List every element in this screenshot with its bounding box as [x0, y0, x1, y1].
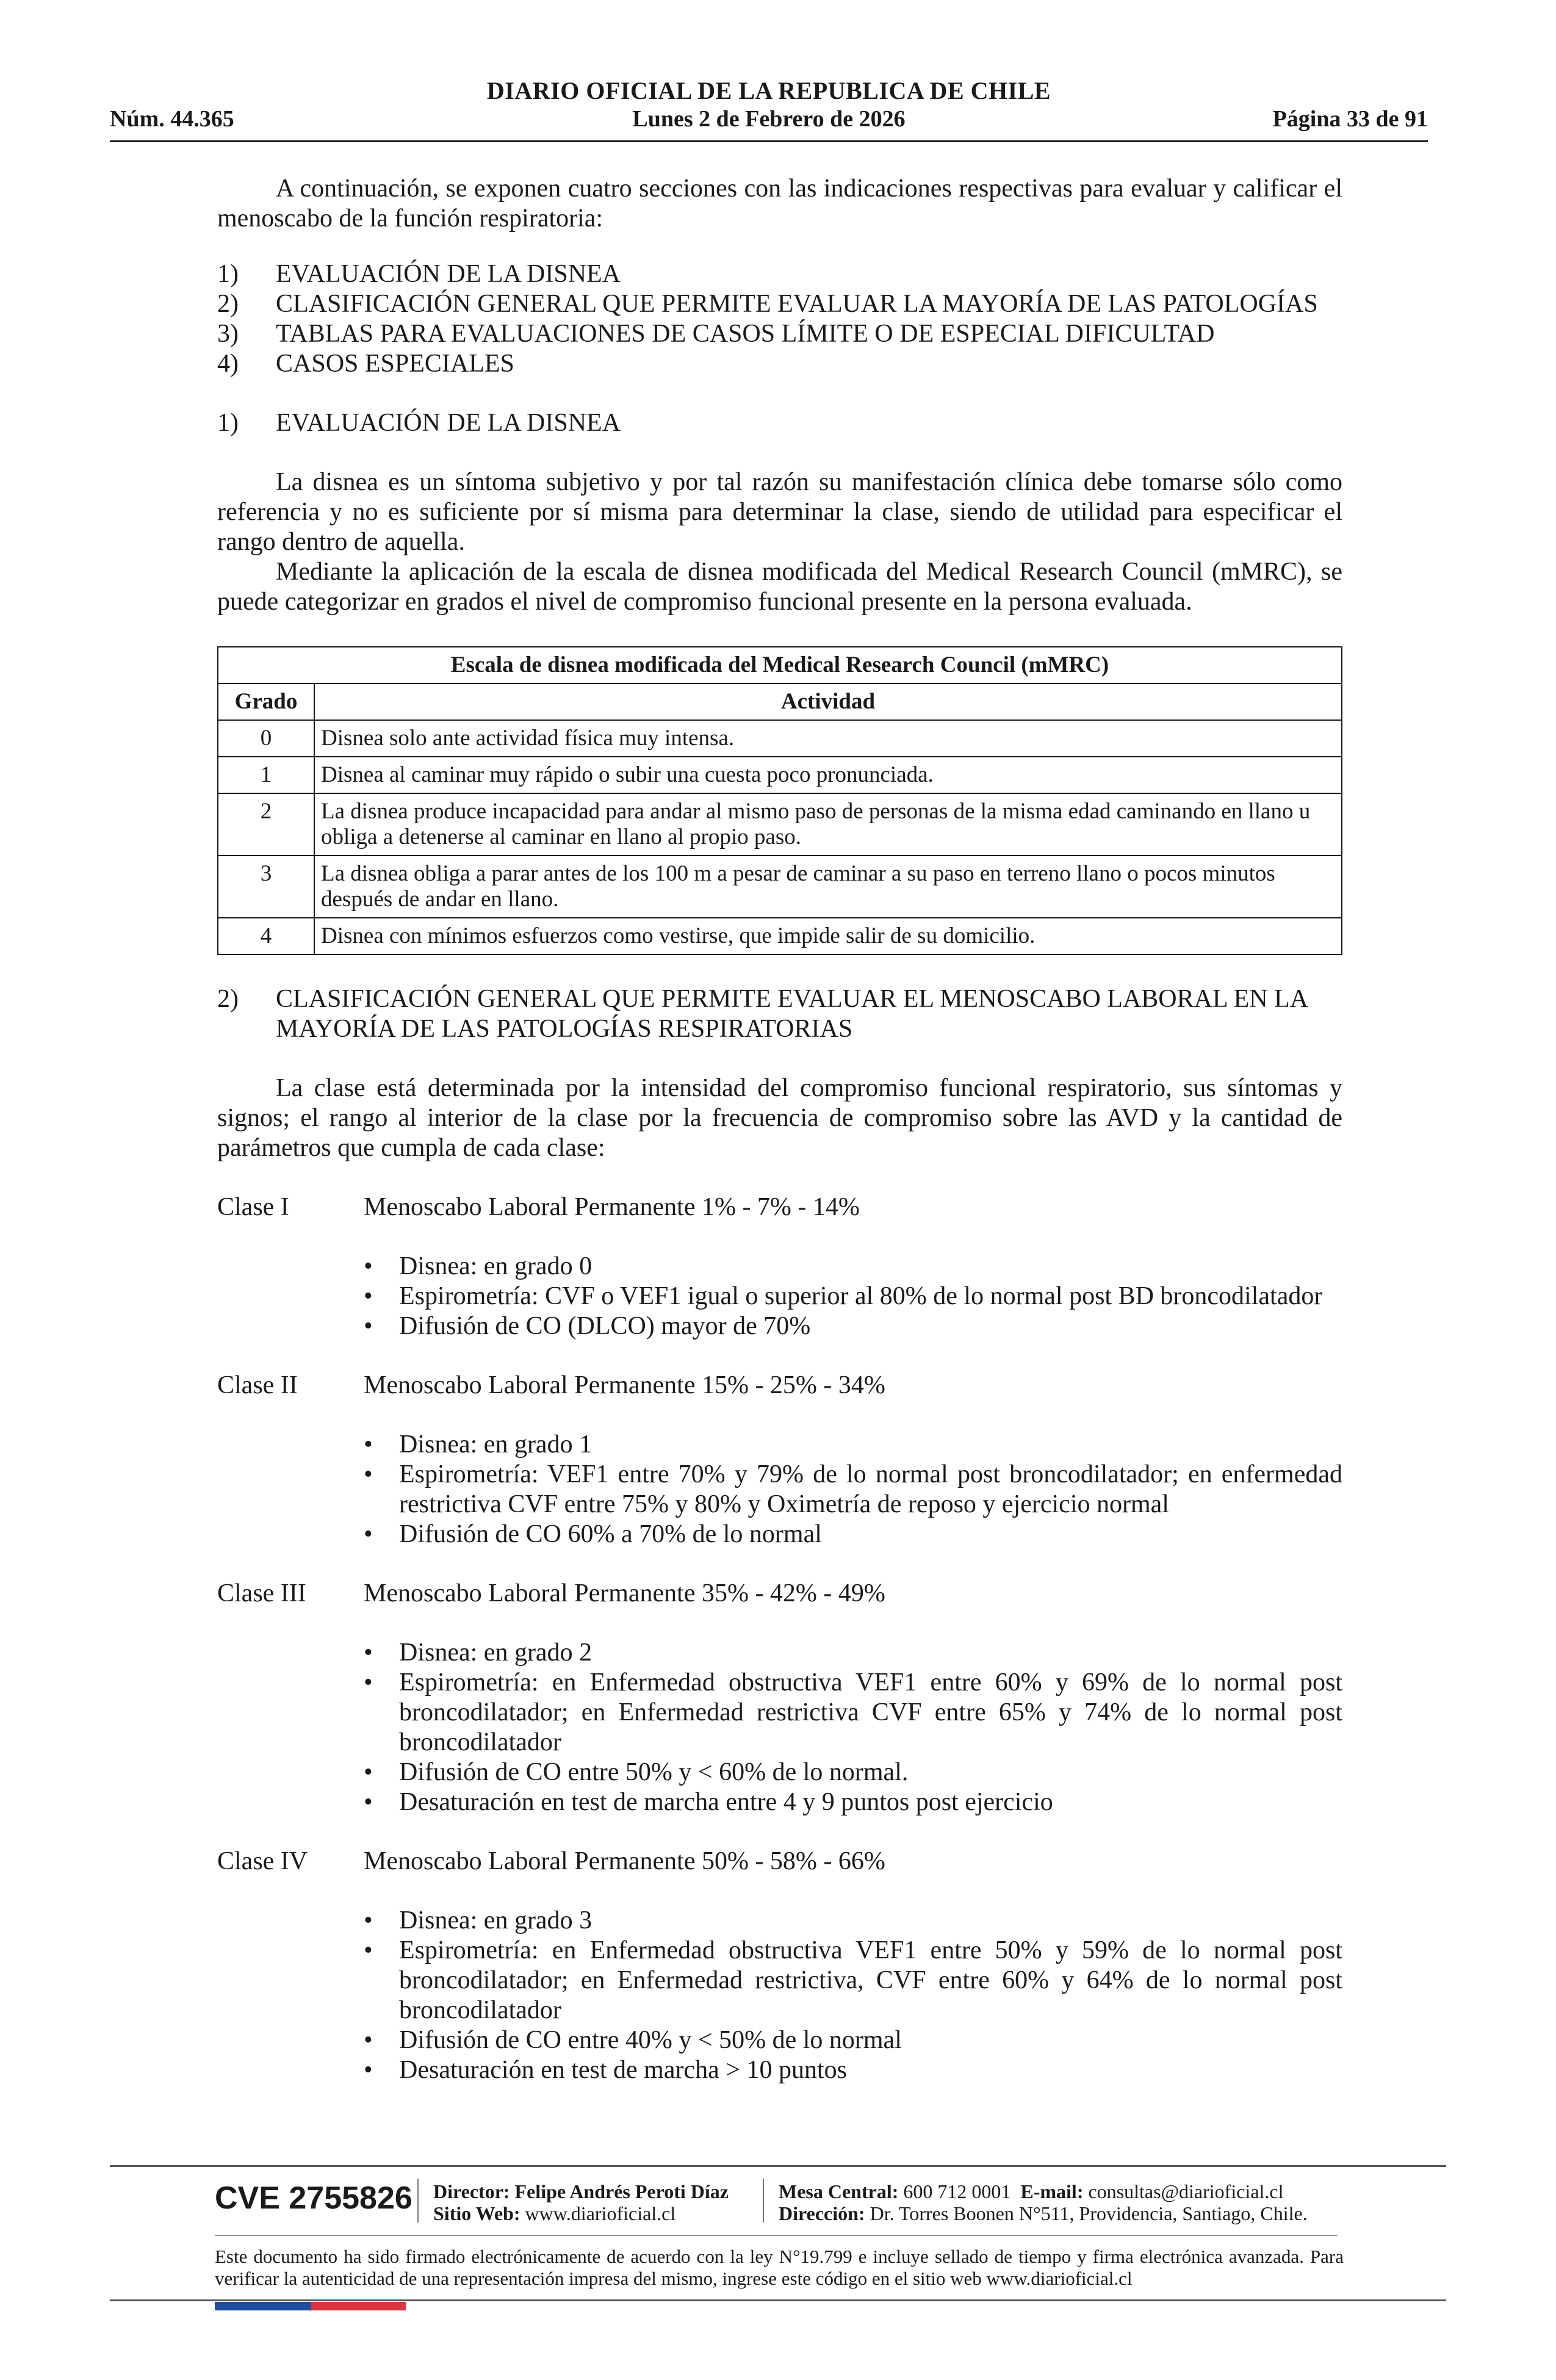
- mesa-label: Mesa Central:: [779, 2180, 899, 2202]
- bullet-icon: •: [364, 1520, 373, 1548]
- bullet-text: Difusión de CO 60% a 70% de lo normal: [399, 1520, 822, 1548]
- list-item: [217, 319, 1342, 349]
- footer-divider: [763, 2179, 764, 2223]
- bullet-item: [364, 1520, 1342, 1549]
- bullet-text: Desaturación en test de marcha entre 4 y 9 puntos post ejercicio: [399, 1788, 1053, 1816]
- section2-paragraph: La clase está determinada por la intensidad del compromiso funcional respiratorio, sus síntomas y signos; el rango al interior de la clase por la frecuencia de compromiso sobre las AVD y la cantidad de parámetros que cumpla de cada clase:: [217, 1074, 1342, 1162]
- actividad-cell: La disnea obliga a parar antes de los 100 m a pesar de caminar a su paso en terreno llano o pocos minutos después de andar en llano.: [314, 856, 1342, 918]
- bullet-item: [364, 1430, 1342, 1460]
- section1-heading: [217, 408, 1342, 438]
- bullet-item: [364, 1252, 1342, 1282]
- bullet-icon: •: [364, 1282, 373, 1310]
- table-row: [218, 757, 1342, 793]
- section1-paragraph-1: La disnea es un síntoma subjetivo y por tal razón su manifestación clínica debe tomarse sólo como referencia y no es suficiente por sí misma para determinar la clase, siendo de utilidad para especificar el rango dentro de aquella.: [217, 468, 1342, 556]
- bullet-icon: •: [364, 1788, 373, 1816]
- clase-heading: [217, 1192, 1342, 1222]
- clase-heading: [217, 1847, 1342, 1877]
- section1-paragraph-2: Mediante la aplicación de la escala de disnea modificada del Medical Research Council (mMRC), se puede categorizar en grados el nivel de compromiso funcional presente en la persona evaluada.: [217, 558, 1342, 616]
- email-label: E-mail:: [1020, 2180, 1084, 2202]
- list-number: 1): [217, 260, 239, 288]
- bullet-icon: •: [364, 1430, 373, 1459]
- bullet-text: Espirometría: en Enfermedad obstructiva VEF1 entre 50% y 59% de lo normal post broncodilatador; en Enfermedad restrictiva, CVF entre 60% y 64% de lo normal post broncodilatador: [399, 1936, 1342, 2024]
- actividad-cell: La disnea produce incapacidad para andar al mismo paso de personas de la misma edad caminando en llano u obliga a detenerse al caminar en llano al propio paso.: [314, 793, 1342, 856]
- clase-bullets: [364, 1638, 1342, 1817]
- clase-heading: [217, 1371, 1342, 1401]
- bullet-text: Difusión de CO entre 50% y < 60% de lo normal.: [399, 1758, 909, 1786]
- clase-bullets: [364, 1430, 1342, 1549]
- clase-label: Clase IV: [217, 1847, 308, 1875]
- bullet-icon: •: [364, 1639, 373, 1667]
- newspaper-title: DIARIO OFICIAL DE LA REPUBLICA DE CHILE: [486, 77, 1051, 104]
- footer-divider: [417, 2179, 419, 2223]
- bullet-item: [364, 1906, 1342, 1936]
- table-row: [218, 720, 1342, 757]
- bullet-text: Difusión de CO (DLCO) mayor de 70%: [399, 1312, 811, 1340]
- page-header: [110, 76, 1428, 143]
- issue-date: Lunes 2 de Febrero de 2026: [632, 106, 906, 132]
- clase-bullets: [364, 1252, 1342, 1341]
- bullet-text: Espirometría: VEF1 entre 70% y 79% de lo normal post broncodilatador; en enfermedad restrictiva CVF entre 75% y 80% y Oximetría de reposo y ejercicio normal: [399, 1460, 1342, 1518]
- bullet-item: [364, 2055, 1342, 2085]
- bullet-item: [364, 1758, 1342, 1787]
- column-header-actividad: Actividad: [314, 683, 1342, 720]
- actividad-cell: Disnea al caminar muy rápido o subir una cuesta poco pronunciada.: [314, 757, 1342, 793]
- web-link[interactable]: www.diarioficial.cl: [525, 2202, 676, 2224]
- bullet-text: Disnea: en grado 0: [399, 1252, 593, 1280]
- issue-number: Núm. 44.365: [110, 106, 234, 132]
- clase-label: Clase II: [217, 1371, 298, 1399]
- table-row: [218, 793, 1342, 856]
- bullet-icon: •: [364, 1252, 373, 1280]
- clase-label: Clase III: [217, 1579, 306, 1607]
- clase-description: Menoscabo Laboral Permanente 15% - 25% - 34%: [364, 1371, 885, 1399]
- bullet-text: Disnea: en grado 3: [399, 1906, 593, 1935]
- list-item: [217, 259, 1342, 289]
- bullet-icon: •: [364, 1758, 373, 1786]
- footer-director-block: [433, 2180, 729, 2224]
- bullet-item: [364, 1460, 1342, 1520]
- bullet-item: [364, 1787, 1342, 1817]
- bullet-text: Espirometría: en Enfermedad obstructiva VEF1 entre 60% y 69% de lo normal post broncodilatador; en Enfermedad restrictiva CVF entre 65% y 74% de lo normal post broncodilatador: [399, 1668, 1342, 1756]
- section-title: CLASIFICACIÓN GENERAL QUE PERMITE EVALUAR EL MENOSCABO LABORAL EN LA MAYORÍA DE LAS PATOLOGÍAS RESPIRATORIAS: [276, 985, 1307, 1043]
- column-header-grado: Grado: [218, 683, 314, 720]
- actividad-cell: Disnea con mínimos esfuerzos como vestirse, que impide salir de su domicilio.: [314, 918, 1342, 954]
- bullet-icon: •: [364, 1906, 373, 1935]
- director-name: Felipe Andrés Peroti Díaz: [514, 2180, 729, 2202]
- section2-heading: [217, 984, 1342, 1044]
- address-value: Dr. Torres Boonen N°511, Providencia, Santiago, Chile.: [870, 2202, 1308, 2224]
- grado-cell: 3: [218, 856, 314, 918]
- bullet-item: [364, 1936, 1342, 2025]
- address-label: Dirección:: [779, 2202, 865, 2224]
- actividad-cell: Disnea solo ante actividad física muy intensa.: [314, 720, 1342, 757]
- clase-label: Clase I: [217, 1193, 289, 1221]
- list-item: [217, 349, 1342, 379]
- flag-bar-red: [311, 2302, 406, 2310]
- footer-rule: [110, 2165, 1446, 2167]
- email-link[interactable]: consultas@diarioficial.cl: [1088, 2180, 1284, 2202]
- mesa-value: 600 712 0001: [903, 2180, 1011, 2202]
- page-number: Página 33 de 91: [1272, 106, 1428, 132]
- bullet-text: Disnea: en grado 2: [399, 1639, 593, 1667]
- sections-list: [217, 259, 1342, 379]
- section-title: EVALUACIÓN DE LA DISNEA: [276, 409, 621, 437]
- header-rule: [110, 140, 1428, 142]
- footer-rule: [110, 2299, 1446, 2301]
- bullet-item: [364, 1668, 1342, 1758]
- bullet-text: Disnea: en grado 1: [399, 1430, 593, 1459]
- legal-notice: Este documento ha sido firmado electrónicamente de acuerdo con la ley N°19.799 e incluye sellado de tiempo y firma electrónica avanzada. Para verificar la autenticidad de una representación impresa del mismo, ingrese este código en el sitio web www.diarioficial.cl: [215, 2246, 1344, 2289]
- grado-cell: 4: [218, 918, 314, 954]
- bullet-item: [364, 1311, 1342, 1341]
- bullet-text: Difusión de CO entre 40% y < 50% de lo normal: [399, 2026, 902, 2054]
- table-row: [218, 918, 1342, 954]
- list-text: CASOS ESPECIALES: [276, 350, 514, 378]
- section-number: 2): [217, 985, 239, 1013]
- bullet-item: [364, 2025, 1342, 2055]
- clase-description: Menoscabo Laboral Permanente 1% - 7% - 14%: [364, 1193, 860, 1221]
- bullet-text: Desaturación en test de marcha > 10 puntos: [399, 2056, 847, 2084]
- list-number: 2): [217, 290, 239, 318]
- clase-description: Menoscabo Laboral Permanente 35% - 42% - 49%: [364, 1579, 885, 1607]
- bullet-icon: •: [364, 2056, 373, 2084]
- list-text: EVALUACIÓN DE LA DISNEA: [276, 260, 621, 288]
- table-caption: Escala de disnea modificada del Medical Research Council (mMRC): [218, 647, 1342, 683]
- list-number: 4): [217, 350, 239, 378]
- director-label: Director:: [433, 2180, 510, 2202]
- bullet-icon: •: [364, 1668, 373, 1697]
- footer-rule: [215, 2235, 1338, 2236]
- list-text: TABLAS PARA EVALUACIONES DE CASOS LÍMITE O DE ESPECIAL DIFICULTAD: [276, 320, 1215, 348]
- clase-bullets: [364, 1906, 1342, 2085]
- table-row: [218, 856, 1342, 918]
- grado-cell: 0: [218, 720, 314, 757]
- bullet-icon: •: [364, 1460, 373, 1488]
- bullet-icon: •: [364, 1312, 373, 1340]
- intro-paragraph: A continuación, se exponen cuatro secciones con las indicaciones respectivas para evaluar y calificar el menoscabo de la función respiratoria:: [217, 175, 1342, 233]
- bullet-item: [364, 1282, 1342, 1311]
- list-text: CLASIFICACIÓN GENERAL QUE PERMITE EVALUAR LA MAYORÍA DE LAS PATOLOGÍAS: [276, 290, 1318, 318]
- flag-bar-blue: [215, 2302, 311, 2310]
- bullet-icon: •: [364, 1936, 373, 1964]
- clase-heading: [217, 1579, 1342, 1609]
- list-item: [217, 289, 1342, 319]
- cve-code: CVE 2755826: [215, 2180, 412, 2216]
- bullet-text: Espirometría: CVF o VEF1 igual o superior al 80% de lo normal post BD broncodilatador: [399, 1282, 1323, 1310]
- list-number: 3): [217, 320, 239, 348]
- bullet-icon: •: [364, 2026, 373, 2054]
- section-number: 1): [217, 409, 239, 437]
- bullet-item: [364, 1638, 1342, 1668]
- footer-contact-block: [779, 2180, 1308, 2224]
- page-content: [217, 174, 1342, 2085]
- mmrc-table: [217, 646, 1342, 955]
- grado-cell: 2: [218, 793, 314, 856]
- web-label: Sitio Web:: [433, 2202, 520, 2224]
- clase-description: Menoscabo Laboral Permanente 50% - 58% - 66%: [364, 1847, 885, 1875]
- grado-cell: 1: [218, 757, 314, 793]
